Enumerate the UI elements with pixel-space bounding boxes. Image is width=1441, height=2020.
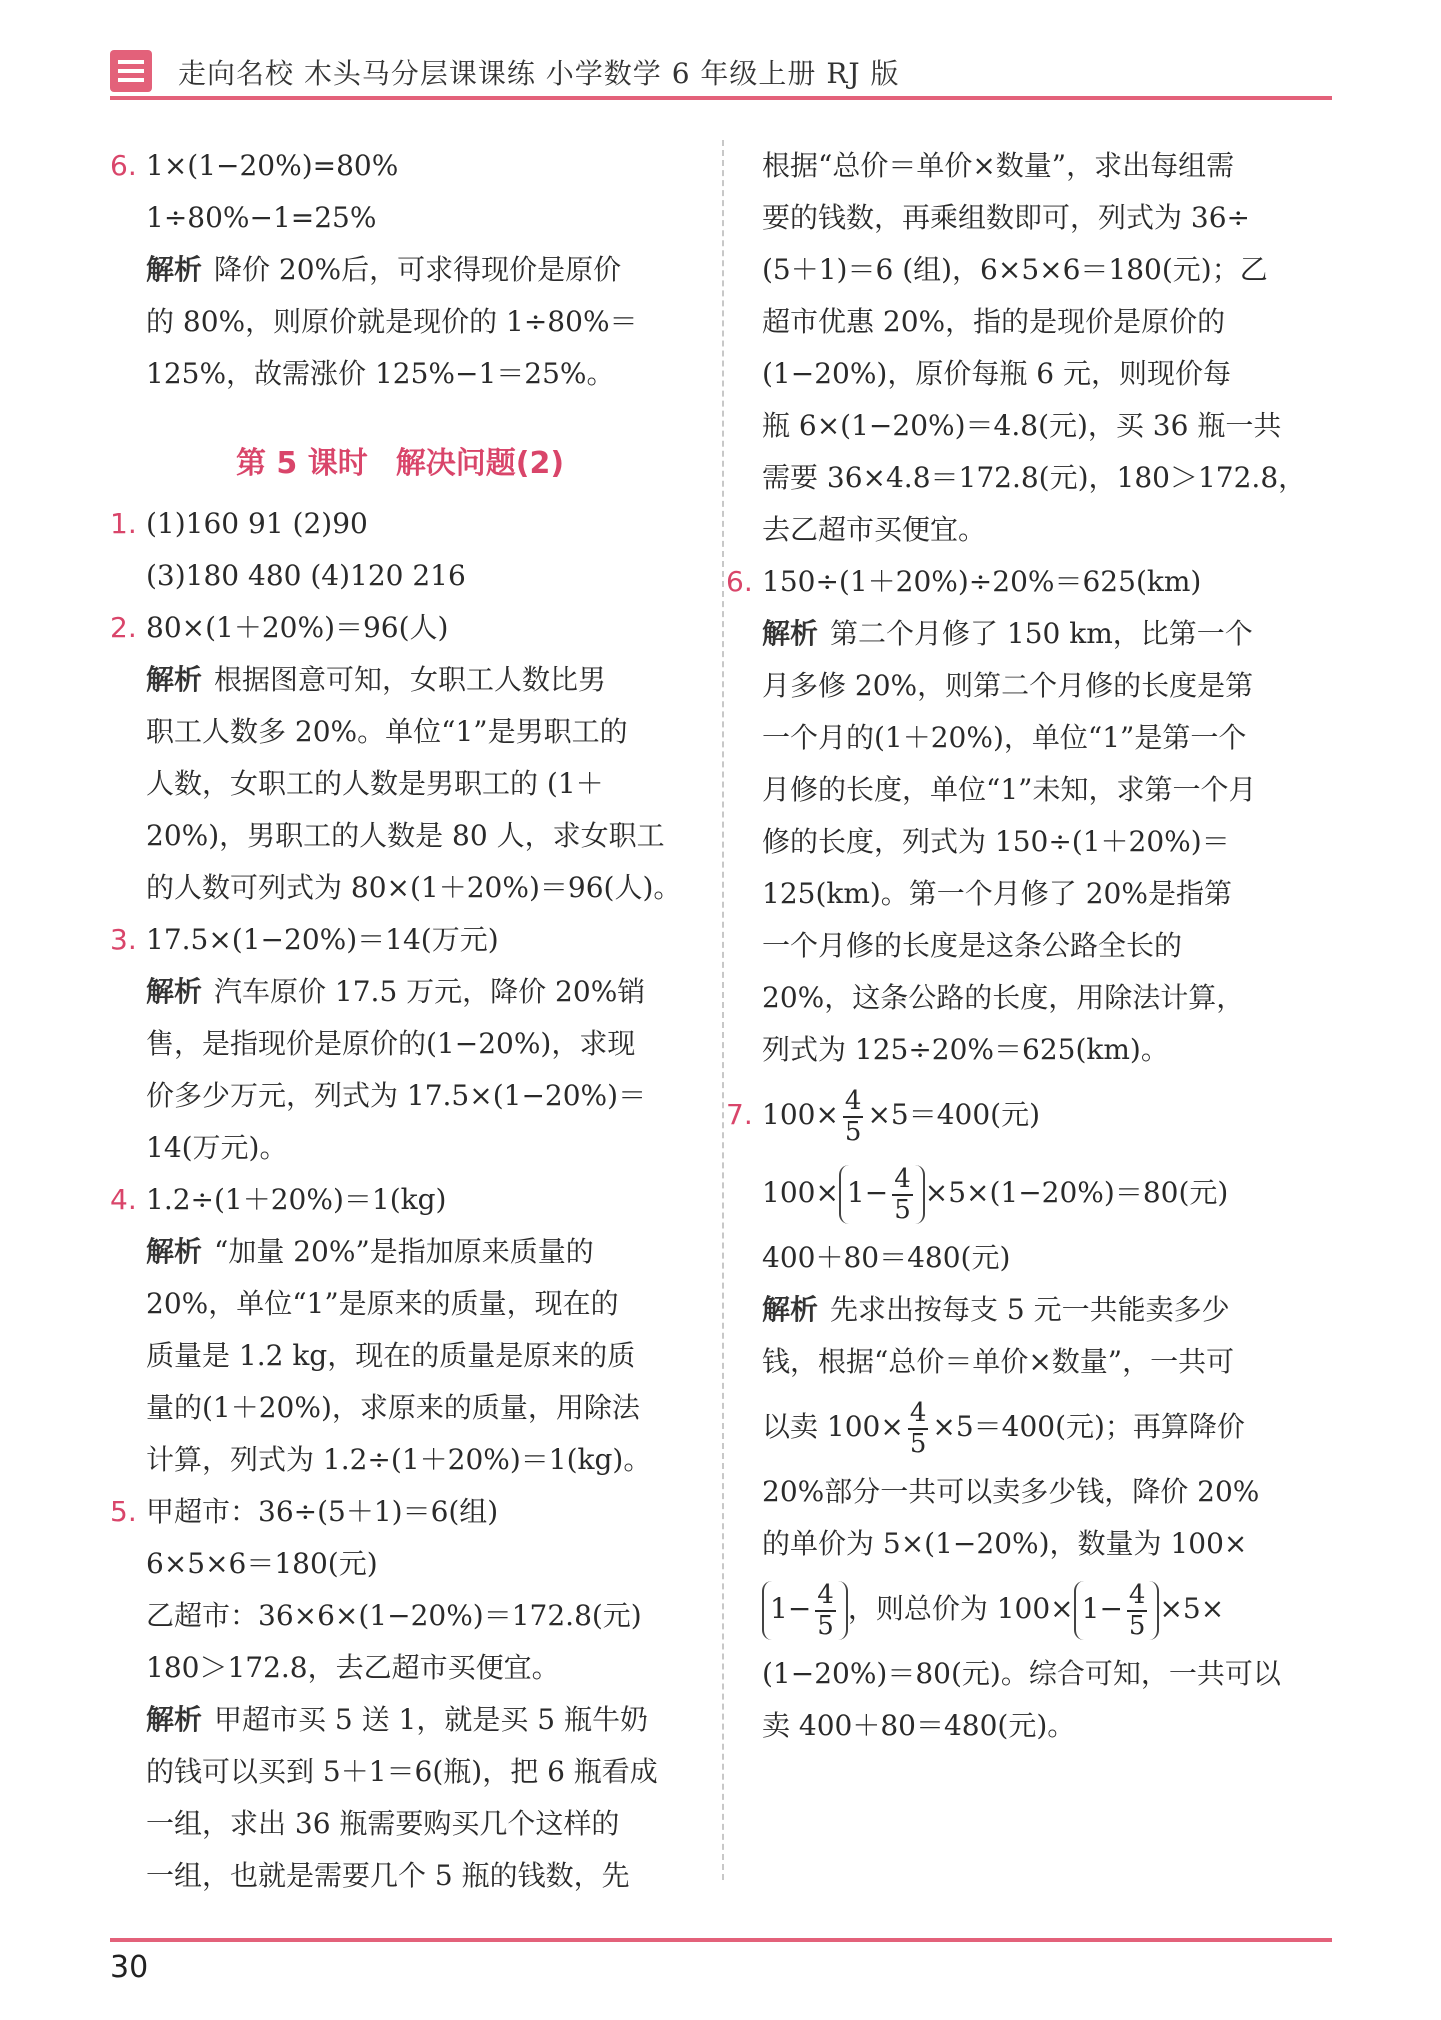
lesson-topic: 解决问题(2) — [395, 446, 565, 481]
answer-4 — [110, 1174, 690, 1486]
analysis-text: 20%，这条公路的长度，用除法计算， — [762, 981, 1245, 1014]
analysis-text: 月多修 20%，则第二个月修的长度是第 — [762, 669, 1254, 702]
answer-line: 甲超市：36÷(5＋1)＝6(组) — [146, 1495, 499, 1528]
answer-number: 7. — [726, 1098, 753, 1131]
analysis-text: 20%，单位“1”是原来的质量，现在的 — [146, 1287, 619, 1320]
analysis-text: 售，是指现价是原价的(1−20%)，求现 — [146, 1027, 636, 1060]
analysis-text: 计算，列式为 1.2÷(1＋20%)＝1(kg)。 — [146, 1443, 652, 1476]
analysis-text: 先求出按每支 5 元一共能卖多少 — [830, 1293, 1230, 1326]
fraction — [892, 1165, 913, 1224]
analysis-text: 质量是 1.2 kg，现在的质量是原来的质 — [146, 1339, 636, 1372]
left-column — [110, 140, 690, 1902]
analysis-text: 职工人数多 20%。单位“1”是男职工的 — [146, 715, 628, 748]
analysis-text: (1−20%)＝80(元)。综合可知，一共可以 — [762, 1657, 1281, 1690]
analysis-text: (1−20%)，原价每瓶 6 元，则现价每 — [762, 357, 1231, 390]
analysis-text: 根据图意可知，女职工人数比男 — [214, 663, 607, 696]
answer-number: 5. — [110, 1495, 137, 1528]
section-title — [110, 438, 690, 490]
analysis-label: 解析 — [762, 1293, 819, 1326]
fraction — [843, 1087, 864, 1146]
answer-line: 1×(1−20%)=80% — [146, 149, 399, 182]
analysis-text: 125%，故需涨价 125%−1＝25%。 — [146, 357, 615, 390]
analysis-label: 解析 — [146, 253, 203, 286]
analysis-text: 14(万元)。 — [146, 1131, 288, 1164]
analysis-text: 一组，求出 36 瓶需要购买几个这样的 — [146, 1807, 620, 1840]
analysis-text: 瓶 6×(1−20%)＝4.8(元)，买 36 瓶一共 — [762, 409, 1282, 442]
answer-text: 100× — [762, 1176, 839, 1209]
answer-text: ×5×(1−20%)＝80(元) — [924, 1176, 1229, 1209]
answer-5 — [110, 1486, 690, 1902]
analysis-text: 要的钱数，再乘组数即可，列式为 36÷ — [762, 201, 1250, 234]
fraction-numerator: 4 — [894, 1163, 911, 1194]
analysis-text: 甲超市买 5 送 1，就是买 5 瓶牛奶 — [214, 1703, 648, 1736]
analysis-text: 的单价为 5×(1−20%)，数量为 100× — [762, 1527, 1248, 1560]
answer-line: 150÷(1＋20%)÷20%＝625(km) — [762, 565, 1202, 598]
answer-line: (3)180 480 (4)120 216 — [146, 559, 466, 592]
answer-line: 乙超市：36×6×(1−20%)＝172.8(元) — [146, 1599, 642, 1632]
answer-3 — [110, 914, 690, 1174]
analysis-text: 20%)，男职工的人数是 80 人，求女职工 — [146, 819, 665, 852]
analysis-text: 1− — [1081, 1592, 1123, 1625]
answer-line: 1÷80%−1=25% — [146, 201, 377, 234]
fraction-numerator: 4 — [909, 1397, 927, 1428]
analysis-text: 月修的长度，单位“1”未知，求第一个月 — [762, 773, 1257, 806]
analysis-text: 根据“总价＝单价×数量”，求出每组需 — [762, 149, 1235, 182]
lesson-number: 第 5 课时 — [235, 446, 368, 481]
analysis-text: 的 80%，则原价就是现价的 1÷80%＝ — [146, 305, 638, 338]
analysis-text: 卖 400＋80＝480(元)。 — [762, 1709, 1076, 1742]
parenthesis-group — [762, 1581, 848, 1640]
analysis-label: 解析 — [146, 975, 203, 1008]
analysis-text: “加量 20%”是指加原来质量的 — [214, 1235, 594, 1268]
analysis-text: 一个月的(1＋20%)，单位“1”是第一个 — [762, 721, 1247, 754]
analysis-text: 的钱可以买到 5＋1＝6(瓶)，把 6 瓶看成 — [146, 1755, 658, 1788]
analysis-text: 125(km)。第一个月修了 20%是指第 — [762, 877, 1232, 910]
answer-2 — [110, 602, 690, 914]
answer-number: 6. — [110, 149, 137, 182]
fraction-denominator: 5 — [909, 1428, 927, 1459]
analysis-text: 人数，女职工的人数是男职工的 (1＋ — [146, 767, 604, 800]
answer-number: 6. — [726, 565, 753, 598]
answer-7 — [726, 1076, 1337, 1752]
analysis-text: 超市优惠 20%，指的是现价是原价的 — [762, 305, 1226, 338]
fraction — [908, 1399, 929, 1458]
analysis-text: ×5＝400(元)；再算降价 — [932, 1410, 1245, 1443]
answer-5-continued — [762, 140, 1337, 556]
fraction — [815, 1581, 836, 1640]
analysis-text: 需要 36×4.8＝172.8(元)，180＞172.8， — [762, 461, 1307, 494]
analysis-text: 以卖 100× — [762, 1410, 904, 1443]
fraction-numerator: 4 — [844, 1085, 862, 1116]
analysis-text: (5＋1)＝6 (组)，6×5×6＝180(元)；乙 — [762, 253, 1268, 286]
header-title: 走向名校 木头马分层课课练 小学数学 6 年级上册 RJ 版 — [178, 57, 900, 90]
fraction-numerator: 4 — [817, 1579, 834, 1610]
footer-rule — [110, 1938, 1332, 1942]
analysis-text: 第二个月修了 150 km，比第一个 — [830, 617, 1253, 650]
answer-line: 400＋80＝480(元) — [762, 1241, 1011, 1274]
analysis-text: 一组，也就是需要几个 5 瓶的钱数，先 — [146, 1859, 630, 1892]
analysis-text: 的人数可列式为 80×(1＋20%)＝96(人)。 — [146, 871, 682, 904]
book-logo-icon — [110, 50, 152, 92]
answer-6 — [110, 140, 690, 400]
answer-line: 80×(1＋20%)＝96(人) — [146, 611, 449, 644]
fraction-denominator: 5 — [1128, 1610, 1146, 1641]
analysis-text: ×5× — [1159, 1592, 1225, 1625]
right-column — [726, 140, 1337, 1752]
analysis-text: 一个月修的长度是这条公路全长的 — [762, 929, 1183, 962]
fraction — [1127, 1581, 1148, 1640]
parenthesis-group — [839, 1165, 925, 1224]
analysis-text: 1− — [770, 1592, 812, 1625]
analysis-text: 去乙超市买便宜。 — [762, 513, 987, 546]
analysis-text: ，则总价为 100× — [847, 1592, 1074, 1625]
answer-text: ×5＝400(元) — [867, 1098, 1041, 1131]
answer-number: 1. — [110, 507, 137, 540]
answer-line: 17.5×(1−20%)＝14(万元) — [146, 923, 499, 956]
analysis-text: 价多少万元，列式为 17.5×(1−20%)＝ — [146, 1079, 647, 1112]
answer-6-right — [726, 556, 1337, 1076]
analysis-label: 解析 — [146, 1235, 203, 1268]
answer-line: (1)160 91 (2)90 — [146, 507, 368, 540]
analysis-text: 量的(1＋20%)，求原来的质量，用除法 — [146, 1391, 640, 1424]
analysis-text: 汽车原价 17.5 万元，降价 20%销 — [214, 975, 646, 1008]
answer-line: 180＞172.8，去乙超市买便宜。 — [146, 1651, 560, 1684]
analysis-text: 修的长度，列式为 150÷(1＋20%)＝ — [762, 825, 1230, 858]
answer-number: 3. — [110, 923, 137, 956]
column-divider — [722, 140, 724, 1880]
page-number: 30 — [110, 1950, 149, 1985]
analysis-label: 解析 — [146, 1703, 203, 1736]
page-header — [0, 0, 1441, 110]
fraction-denominator: 5 — [894, 1194, 911, 1225]
analysis-label: 解析 — [146, 663, 203, 696]
analysis-text: 20%部分一共可以卖多少钱，降价 20% — [762, 1475, 1260, 1508]
answer-text: 1− — [846, 1176, 889, 1209]
answer-text: 100× — [762, 1098, 839, 1131]
analysis-label: 解析 — [762, 617, 819, 650]
analysis-text: 降价 20%后，可求得现价是原价 — [214, 253, 622, 286]
analysis-text: 列式为 125÷20%＝625(km)。 — [762, 1033, 1169, 1066]
answer-1 — [110, 498, 690, 602]
answer-line: 6×5×6＝180(元) — [146, 1547, 378, 1580]
answer-number: 2. — [110, 611, 137, 644]
header-rule — [110, 96, 1332, 100]
analysis-text: 钱，根据“总价＝单价×数量”，一共可 — [762, 1345, 1235, 1378]
fraction-denominator: 5 — [844, 1116, 862, 1147]
fraction-denominator: 5 — [817, 1610, 834, 1641]
fraction-numerator: 4 — [1128, 1579, 1146, 1610]
answer-number: 4. — [110, 1183, 137, 1216]
parenthesis-group — [1074, 1581, 1160, 1640]
answer-line: 1.2÷(1＋20%)＝1(kg) — [146, 1183, 447, 1216]
